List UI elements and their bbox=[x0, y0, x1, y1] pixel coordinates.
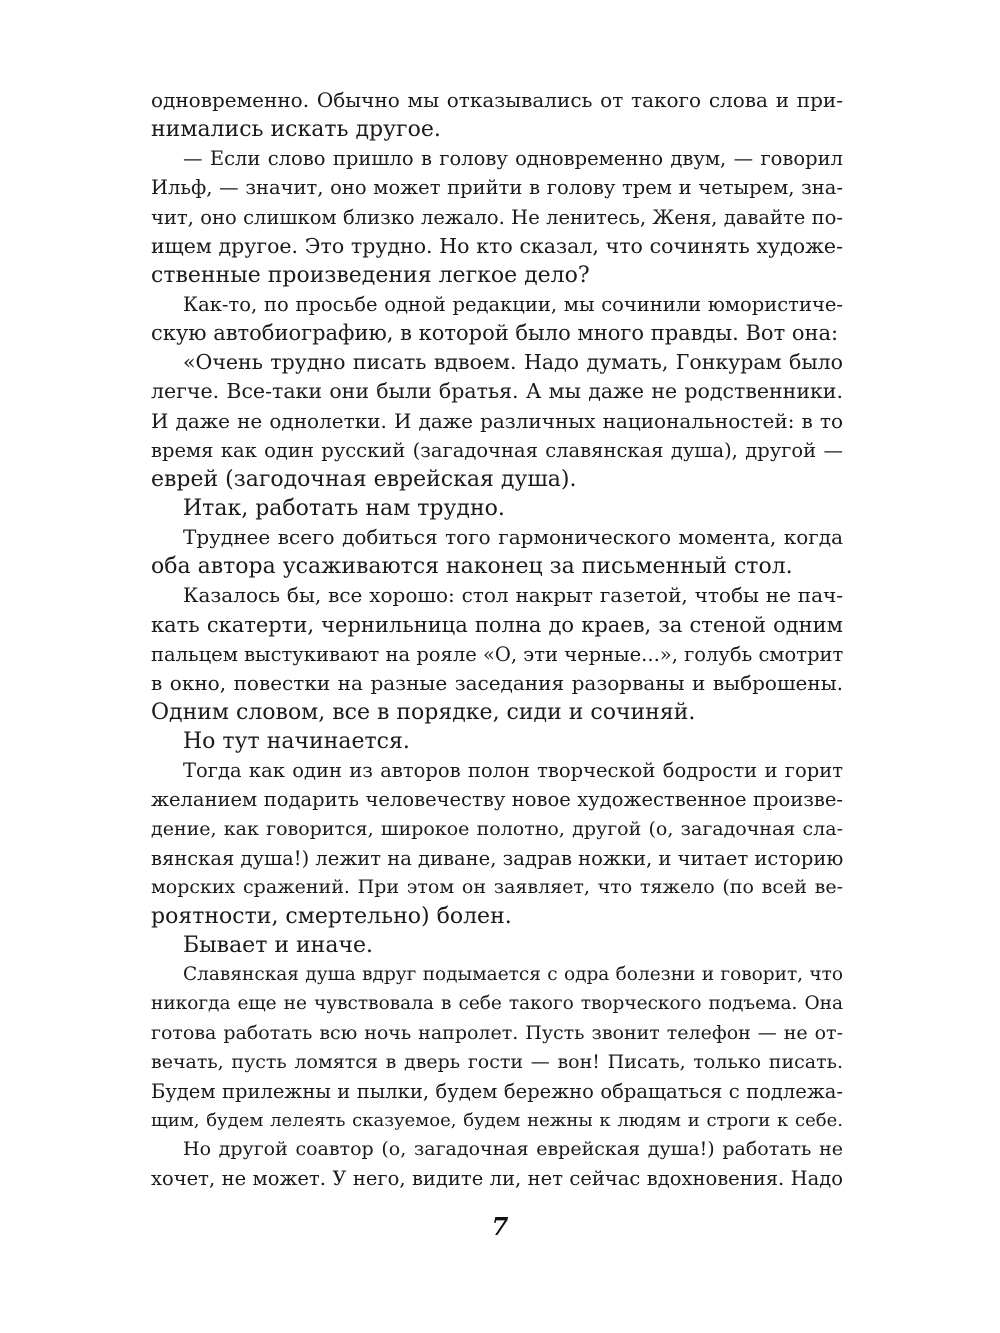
text-line: — Если слово пришло в голову одновременно двум, — говорил bbox=[183, 147, 843, 171]
text-line: Но тут начинается. bbox=[183, 729, 410, 755]
text-line: Как-то, по просьбе одной редакции, мы сочинили юмористиче- bbox=[183, 292, 843, 316]
text-line: оба автора усаживаются наконец за письменный стол. bbox=[151, 554, 793, 580]
text-line: вечать, пусть ломятся в дверь гости — вон! Писать, только писать. bbox=[151, 1050, 843, 1073]
text-line: Бывает и иначе. bbox=[183, 933, 374, 959]
text-line: Будем прилежны и пылки, будем бережно обращаться с подлежа- bbox=[151, 1079, 843, 1103]
text-line: пальцем выстукивают на рояле «О, эти черные...», голубь смотрит bbox=[151, 642, 843, 666]
text-line: И даже не однолетки. И даже различных национальностей: в то bbox=[151, 408, 843, 433]
text-line: Одним словом, все в порядке, сиди и сочиняй. bbox=[151, 699, 696, 725]
text-line: вянская душа!) лежит на диване, задрав ножки, и читает историю bbox=[151, 846, 843, 870]
text-line: морских сражений. При этом он заявляет, что тяжело (по всей ве- bbox=[151, 875, 843, 898]
text-line: легче. Все-таки они были братья. А мы даже не родственники. bbox=[151, 379, 843, 404]
body-text bbox=[151, 86, 843, 1193]
text-line: чит, оно слишком близко лежало. Не ленитесь, Женя, давайте по- bbox=[151, 205, 843, 229]
text-line: время как один русский (загадочная славянская душа), другой — bbox=[151, 438, 843, 462]
page-number: 7 bbox=[491, 1212, 509, 1241]
text-line: хочет, не может. У него, видите ли, нет сейчас вдохновения. Надо bbox=[151, 1167, 843, 1191]
text-line: в окно, повестки на разные заседания разорваны и выброшены. bbox=[151, 670, 843, 695]
text-line: дение, как говорится, широкое полотно, другой (о, загадочная сла- bbox=[151, 817, 843, 840]
text-line: нимались искать другое. bbox=[151, 117, 441, 143]
text-line: щим, будем лелеять сказуемое, будем нежны к людям и строги к себе. bbox=[151, 1109, 843, 1131]
text-line: скую автобиографию, в которой было много правды. Вот она: bbox=[151, 321, 839, 346]
text-line: ственные произведения легкое дело? bbox=[151, 262, 590, 288]
text-line: никогда еще не чувствовала в себе такого творческого подъема. Она bbox=[151, 993, 843, 1015]
text-line: «Очень трудно писать вдвоем. Надо думать, Гонкурам было bbox=[183, 350, 843, 375]
text-line: одновременно. Обычно мы отказывались от такого слова и при- bbox=[151, 88, 843, 112]
text-line: роятности, смертельно) болен. bbox=[151, 903, 512, 929]
text-line: Казалось бы, все хорошо: стол накрыт газетой, чтобы не пач- bbox=[183, 583, 843, 608]
text-line: кать скатерти, чернильница полна до краев, за стеной одним bbox=[151, 612, 843, 637]
text-line: готова работать всю ночь напролет. Пусть звонит телефон — не от- bbox=[151, 1021, 843, 1044]
text-line: Тогда как один из авторов полон творческой бодрости и горит bbox=[183, 759, 843, 783]
text-line: Ильф, — значит, оно может прийти в голову трем и четырем, зна- bbox=[151, 176, 843, 200]
text-line: Труднее всего добиться того гармонического момента, когда bbox=[183, 525, 843, 550]
text-line: желанием подарить человечеству новое художественное произве- bbox=[151, 788, 843, 812]
text-line: Итак, работать нам трудно. bbox=[183, 495, 505, 521]
text-line: Славянская душа вдруг подымается с одра болезни и говорит, что bbox=[183, 964, 843, 986]
text-line: Но другой соавтор (о, загадочная еврейская душа!) работать не bbox=[183, 1138, 843, 1161]
text-line: ищем другое. Это трудно. Но кто сказал, что сочинять художе- bbox=[151, 233, 843, 258]
text-line: еврей (загодочная еврейская душа). bbox=[151, 466, 577, 492]
